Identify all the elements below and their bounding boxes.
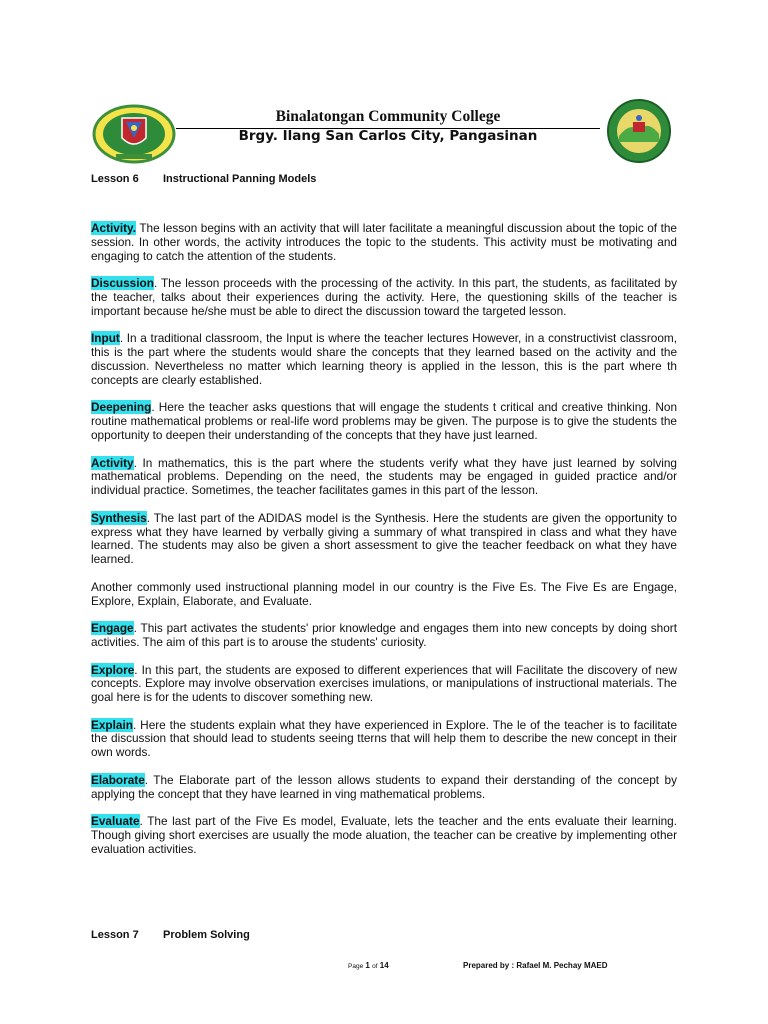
highlighted-term: Input [91, 331, 120, 346]
college-seal-logo [92, 104, 176, 164]
lesson-title: Problem Solving [163, 929, 250, 941]
college-name: Binalatongan Community College [275, 108, 501, 125]
highlighted-term: Synthesis [91, 510, 147, 525]
page-of: of [372, 963, 378, 970]
paragraph-text: . The last part of the Five Es model, Evaluate, lets the teacher and the ents evaluate their learning. Though giving short exercises are usually the mode aluation, the teacher can be creative by implementing other evaluation activities. [91, 814, 677, 856]
highlighted-term: Deepening [91, 400, 152, 415]
lesson-7-heading [91, 929, 250, 941]
paragraph-text: . Here the teacher asks questions that will engage the students t critical and creative thinking. Non routine mathematical problems or real-life word problems may be given. The purpose is to give the students the opportunity to deepen their understanding of the concepts that they have just learned. [91, 400, 677, 442]
highlighted-term: Activity. [91, 221, 137, 235]
highlighted-term: Activity [91, 455, 134, 470]
paragraph-text: . This part activates the students' prior knowledge and engages them into new concepts by doing short activities. The aim of this part is to arouse the students' curiosity. [91, 621, 677, 649]
paragraph [91, 277, 677, 318]
paragraph-text: . In this part, the students are exposed to different experiences that will Facilitate the discovery of new concepts. Explore may involve observation exercises imulations, or manipulations of instructional materials. The goal here is for the udents to discover something new. [91, 662, 677, 705]
paragraph [91, 622, 677, 650]
paragraph [91, 815, 677, 856]
paragraph-text: . The last part of the ADIDAS model is the Synthesis. Here the students are given the opportunity to express what they have learned by verbally giving a summary of what transpired in class and what they have learned. The students may also be given a short assessment to give the teacher feedback on what they have learned. [91, 510, 677, 567]
page-word: Page [348, 963, 364, 970]
paragraph-text: . The Elaborate part of the lesson allows students to expand their derstanding of the concept by applying the concept that they have learned in ving mathematical problems. [91, 772, 677, 801]
paragraph-text: Another commonly used instructional planning model in our country is the Five Es. The Five Es are Engage, Explore, Explain, Elaborate, and Evaluate. [91, 579, 677, 608]
highlighted-term: Explain [91, 717, 133, 732]
highlighted-term: Explore [91, 662, 135, 677]
highlighted-term: Elaborate [91, 772, 145, 787]
lesson-number: Lesson 6 [91, 173, 139, 185]
paragraph [91, 457, 677, 498]
paragraph-text: . In mathematics, this is the part where the students verify what they have just learned by solving mathematical problems. Depending on the need, the students may be engaged in guided practice and/or individual practice. Sometimes, the teacher facilitates games in this part of the lesson. [91, 455, 677, 498]
highlighted-term: Engage [91, 621, 134, 636]
prepared-by: Prepared by : Rafael M. Pechay MAED [463, 961, 608, 970]
paragraph-text: . Here the students explain what they have experienced in Explore. The le of the teacher is to facilitate the discussion that should lead to students seeing tterns that will help them to describe the new concept in their own words. [91, 717, 677, 760]
page-total: 14 [379, 961, 389, 970]
lesson-content [91, 222, 677, 870]
paragraph [91, 581, 677, 609]
highlighted-term: Discussion [91, 276, 154, 291]
lesson-title: Instructional Panning Models [163, 173, 317, 185]
paragraph [91, 664, 677, 705]
paragraph [91, 719, 677, 760]
paragraph-text: . In a traditional classroom, the Input is where the teacher lectures However, in a constructivist classroom, this is the part where the students would share the concepts that they learned based on the activity and the discussion. Nevertheless no matter which learning theory is applied in the lesson, this is the part where th concepts are clearly established. [91, 331, 677, 387]
lesson-number: Lesson 7 [91, 929, 139, 941]
paragraph-text: . The lesson proceeds with the processing of the activity. In this part, the students, as facilitated by the teacher, talks about their experiences during the activity. Here, the questioning skills of the teacher is important because he/she must be able to direct the discussion toward the targeted lesson. [91, 276, 677, 318]
paragraph [91, 512, 677, 567]
paragraph-text: The lesson begins with an activity that will later facilitate a meaningful discussion about the topic of the session. In other words, the activity introduces the topic to the students. This activity must be motivating and engaging to catch the attention of the students. [91, 221, 677, 263]
lesson-6-heading [91, 173, 316, 185]
paragraph [91, 222, 677, 263]
page-number [348, 961, 389, 970]
highlighted-term: Evaluate [91, 814, 140, 829]
college-address: Brgy. Ilang San Carlos City, Pangasinan [238, 128, 538, 144]
city-seal-logo [600, 98, 678, 164]
paragraph [91, 774, 677, 802]
paragraph [91, 332, 677, 387]
paragraph [91, 401, 677, 442]
page-current: 1 [365, 961, 370, 970]
